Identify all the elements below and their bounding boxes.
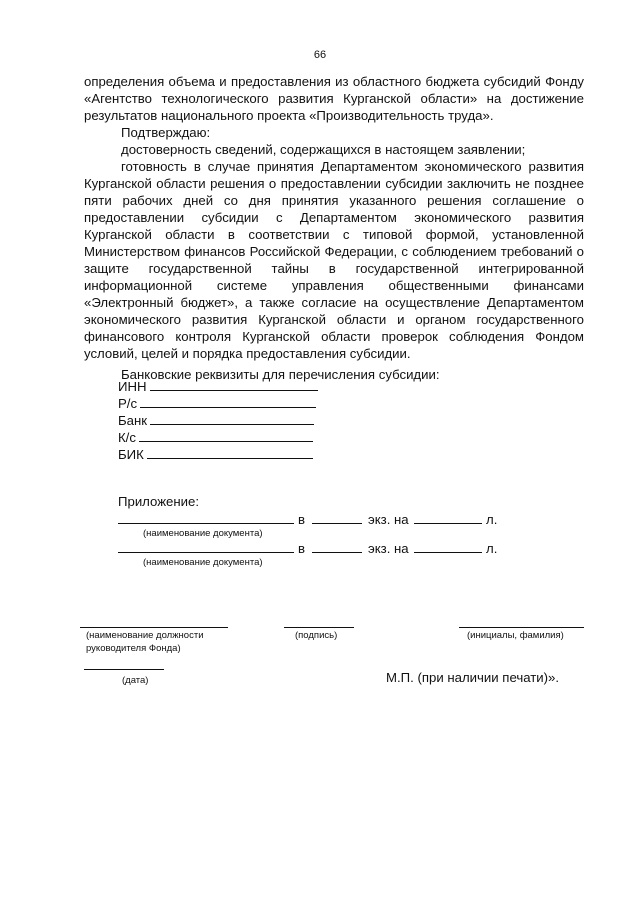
requisite-label: Банк [118,413,148,428]
document-caption: (наименование документа) [143,557,263,568]
sheets-line [414,540,482,553]
requisite-corr-account [118,429,318,446]
in-label: в [298,512,306,527]
sheets-label: л. [486,512,498,527]
requisite-bik [118,446,318,463]
intro-paragraph: определения объема и предоставления из областного бюджета субсидий Фонду «Агентство технологического развития Курганской области» на достижение результатов национального проекта «Производительность труда». [84,74,584,123]
fill-line [147,446,313,459]
fill-line [139,429,313,442]
page-number: 66 [313,49,327,61]
position-line [80,627,228,628]
requisite-label: К/с [118,430,136,445]
copies-line [312,511,362,524]
requisite-account [118,395,318,412]
bank-requisites [118,378,318,463]
document-name-line [118,511,294,524]
confirm-item-readiness: готовность в случае принятия Департаментом экономического развития Курганской области решения о предоставлении субсидии заключить не позднее пяти рабочих дней со дня принятия указанного решения соглашение о предоставлении субсидии с Департаментом экономического развития Курганской области в соответствии с типовой формой, установленной Министерством финансов Российской Федерации, с соблюдением требований о защите государственной тайны в государственной интегрированной информационной системе управления общественными финансами «Электронный бюджет», а также согласие на осуществление Департаментом экономического развития Курганской области и органом государственного финансового контроля Курганской области проверок соблюдения Фондом условий, целей и порядка предоставления субсидии. [84,159,584,361]
attachment-row [118,511,518,528]
requisite-label: Р/с [118,396,138,411]
confirm-label: Подтверждаю: [121,125,211,140]
in-label: в [298,541,306,556]
position-caption-line-2: руководителя Фонда) [86,643,181,654]
copies-label: экз. на [368,541,409,556]
requisite-label: ИНН [118,379,147,394]
date-caption: (дата) [122,675,149,686]
position-caption [86,629,204,655]
signature-line [284,627,354,628]
sheets-label: л. [486,541,498,556]
stamp-place: М.П. (при наличии печати)». [386,670,560,685]
signature-caption: (подпись) [295,630,338,641]
document-name-line [118,540,294,553]
date-line [84,669,164,670]
sheets-line [414,511,482,524]
attachment-row [118,540,518,557]
position-caption-line-1: (наименование должности [86,630,204,641]
copies-label: экз. на [368,512,409,527]
fill-line [150,378,318,391]
name-line [459,627,584,628]
statement-body [84,73,584,383]
confirm-item-accuracy: достоверность сведений, содержащихся в настоящем заявлении; [121,142,526,157]
requisite-label: БИК [118,447,144,462]
bank-details-heading: Банковские реквизиты для перечисления субсидии: [121,367,440,382]
fill-line [150,412,314,425]
attachment-heading: Приложение: [118,494,200,509]
name-caption: (инициалы, фамилия) [467,630,564,641]
fill-line [140,395,316,408]
copies-line [312,540,362,553]
document-caption: (наименование документа) [143,528,263,539]
requisite-inn [118,378,318,395]
requisite-bank [118,412,318,429]
